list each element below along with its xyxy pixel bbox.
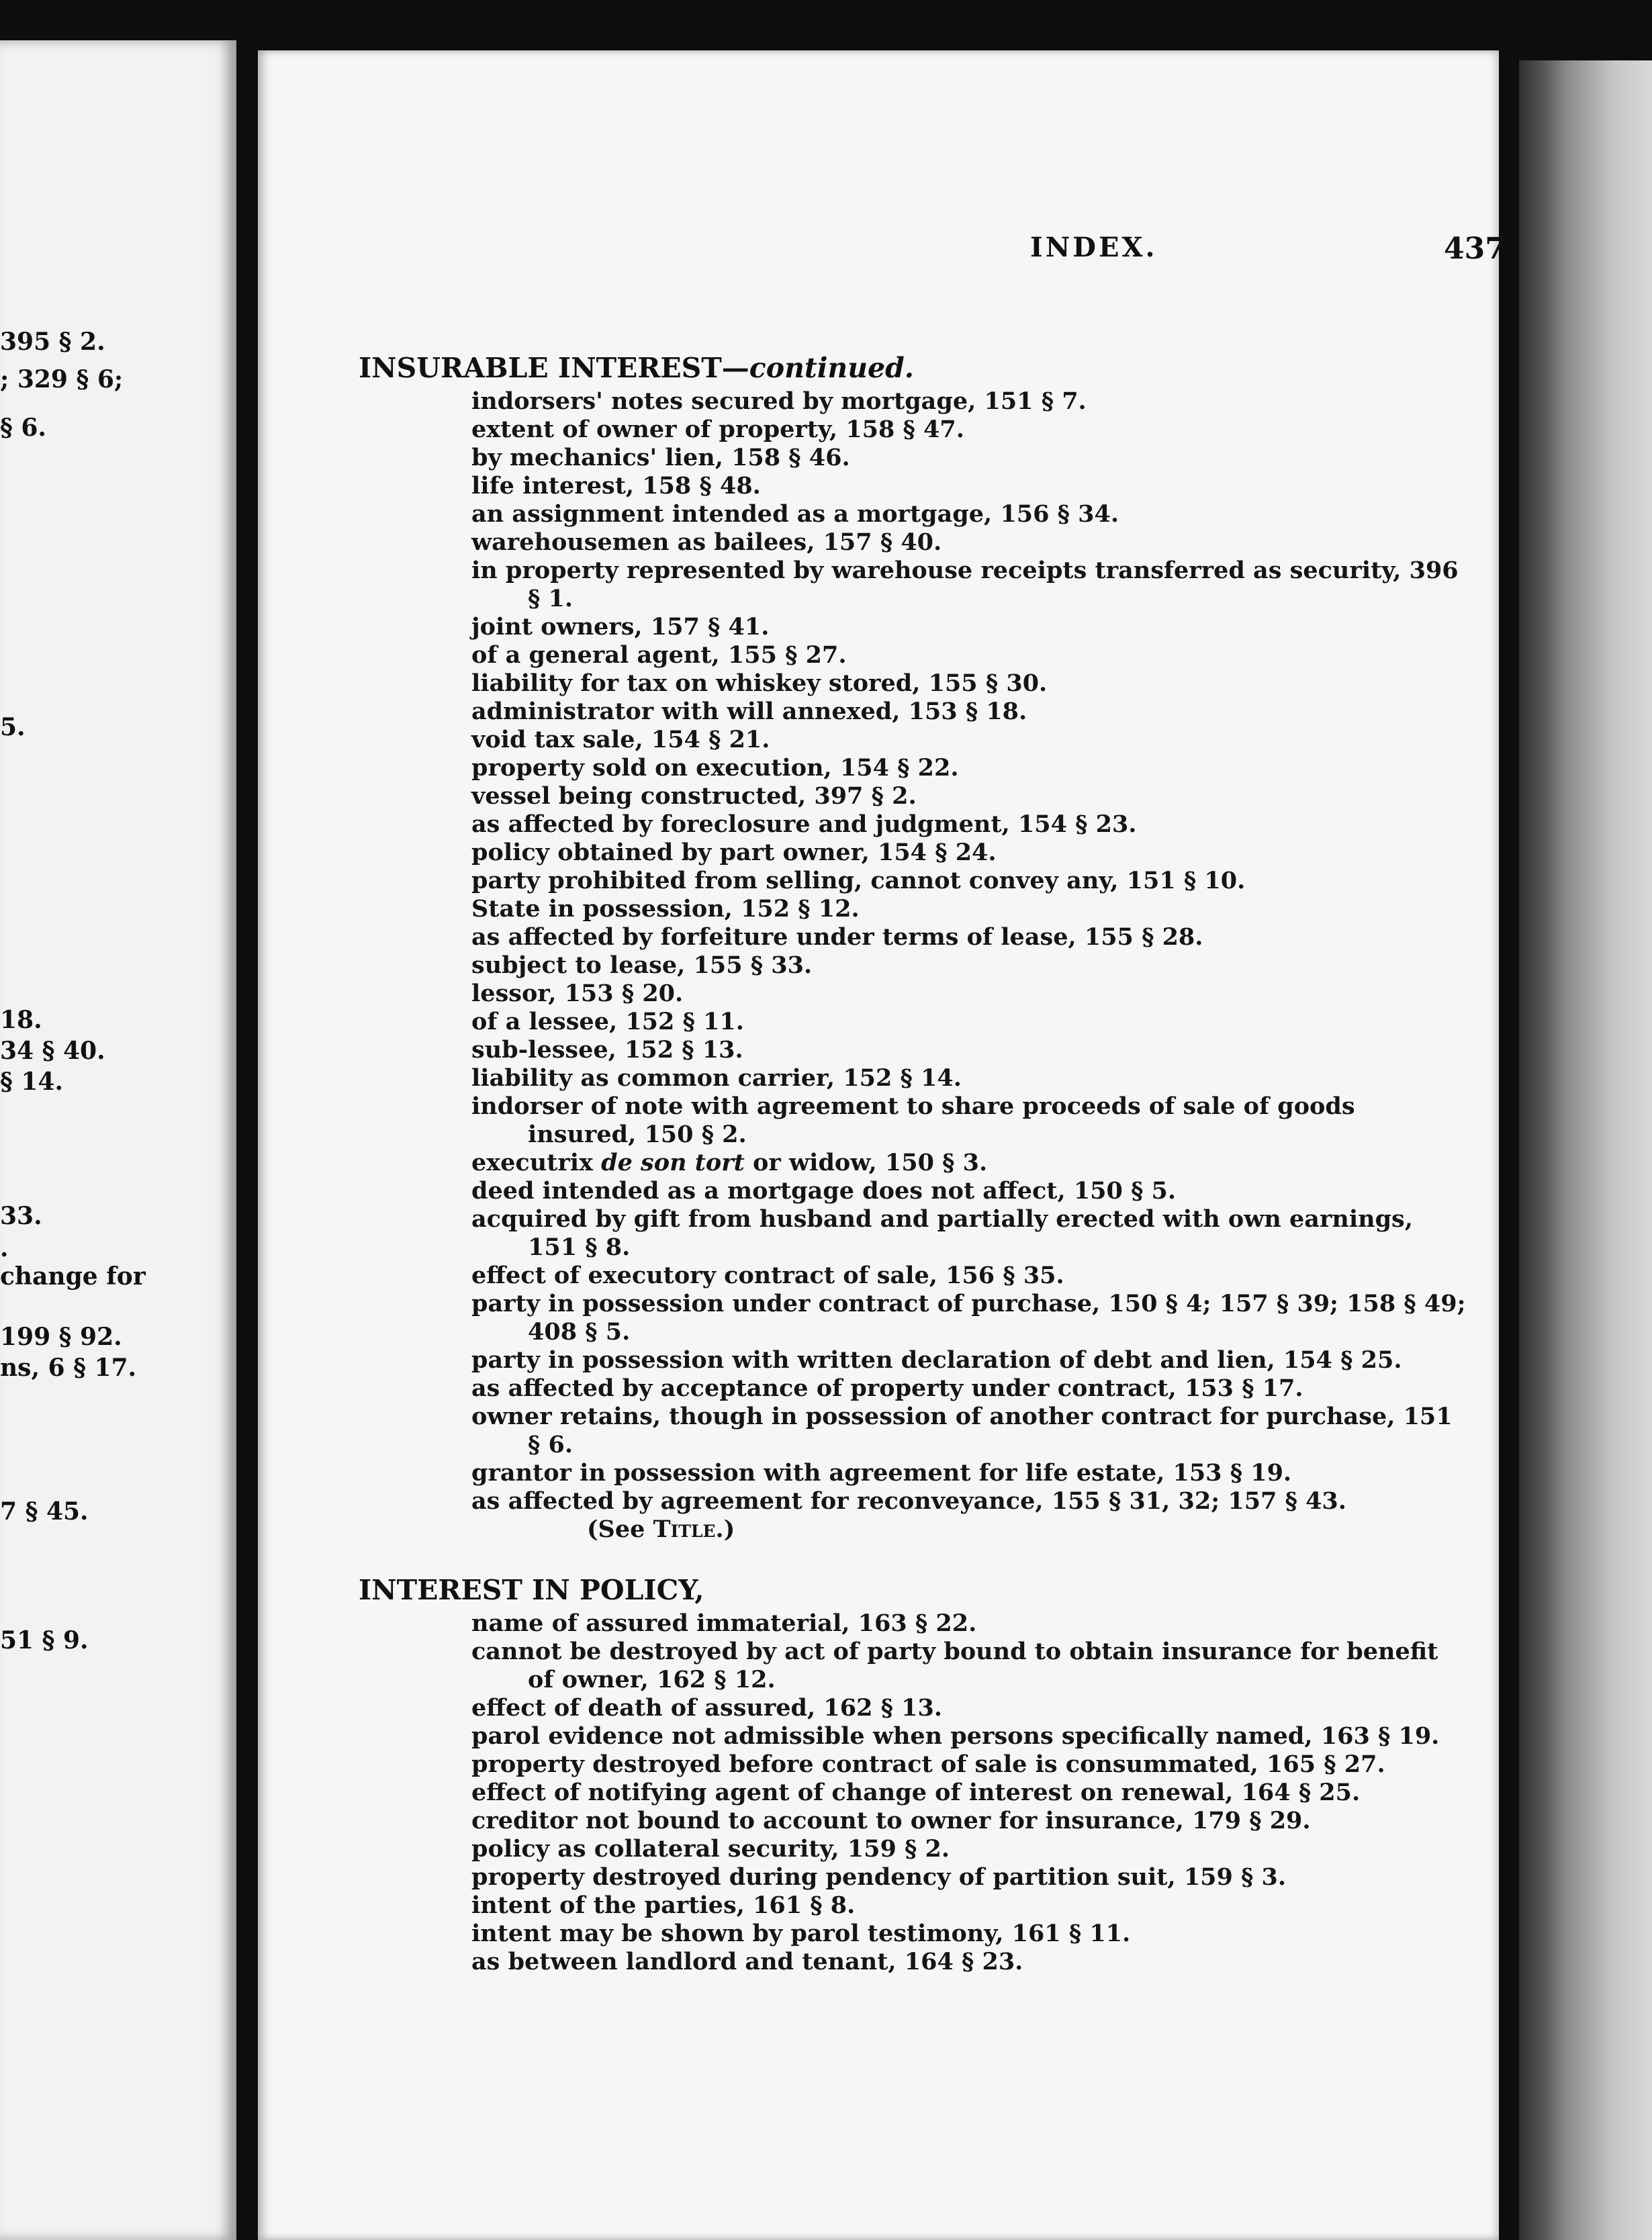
- index-entry: property sold on execution, 154 § 22.: [471, 754, 959, 782]
- index-entry: as affected by acceptance of property under contract, 153 § 17.: [471, 1374, 1303, 1402]
- index-entry: acquired by gift from husband and partially erected with own earnings, 151 § 8.: [471, 1205, 1413, 1261]
- index-heading: [359, 1575, 1499, 1605]
- left-page-fragment: ns, 6 § 17.: [0, 1354, 137, 1382]
- index-heading-text: INSURABLE INTEREST—: [359, 352, 749, 384]
- left-page-fragment: ; 329 § 6;: [0, 365, 124, 393]
- index-entry-executrix: [471, 1149, 1468, 1177]
- left-page-fragment: 34 § 40.: [0, 1037, 105, 1065]
- index-entries: [258, 387, 1499, 1515]
- index-entry: liability as common carrier, 152 § 14.: [471, 1064, 962, 1092]
- left-facing-page: [0, 40, 236, 2240]
- left-page-fragment: 51 § 9.: [0, 1626, 89, 1654]
- index-entry: party in possession with written declaration of debt and lien, 154 § 25.: [471, 1346, 1402, 1374]
- index-entry: effect of executory contract of sale, 156 § 35.: [471, 1262, 1064, 1289]
- index-entry: effect of death of assured, 162 § 13.: [471, 1694, 943, 1722]
- left-page-fragment: 33.: [0, 1202, 42, 1230]
- index-entry: life interest, 158 § 48.: [471, 472, 761, 500]
- index-entry: party in possession under contract of purchase, 150 § 4; 157 § 39; 158 § 49; 408 § 5.: [471, 1290, 1466, 1346]
- index-entry: by mechanics' lien, 158 § 46.: [471, 444, 850, 471]
- index-entry: of a lessee, 152 § 11.: [471, 1008, 744, 1035]
- index-entry: property destroyed before contract of sale is consummated, 165 § 27.: [471, 1751, 1385, 1778]
- see-ref-after: .): [715, 1515, 735, 1543]
- index-entry: in property represented by warehouse receipts transferred as security, 396 § 1.: [471, 557, 1459, 612]
- index-entry: void tax sale, 154 § 21.: [471, 726, 770, 753]
- left-page-fragment: § 6.: [0, 414, 46, 442]
- index-entry: name of assured immaterial, 163 § 22.: [471, 1609, 977, 1637]
- page-number: 437: [1444, 232, 1506, 266]
- index-entry: an assignment intended as a mortgage, 156 § 34.: [471, 500, 1119, 528]
- index-page: [258, 50, 1506, 2240]
- index-entry: intent of the parties, 161 § 8.: [471, 1892, 856, 1919]
- index-section-interest-in-policy: [258, 1575, 1499, 1976]
- index-entry: sub-lessee, 152 § 13.: [471, 1036, 743, 1064]
- index-entry: as affected by foreclosure and judgment, 154 § 23.: [471, 810, 1137, 838]
- index-entry: joint owners, 157 § 41.: [471, 613, 770, 641]
- index-entry: policy obtained by part owner, 154 § 24.: [471, 839, 997, 866]
- executrix-after: or widow, 150 § 3.: [744, 1149, 988, 1176]
- see-ref-target: Title: [653, 1515, 716, 1543]
- book-page-edge: [1519, 60, 1652, 2240]
- index-entries: [258, 1609, 1499, 1976]
- index-entry: indorsers' notes secured by mortgage, 151 § 7.: [471, 387, 1087, 415]
- left-page-fragment: 18.: [0, 1006, 42, 1034]
- left-page-fragment: 5.: [0, 713, 26, 741]
- index-entry: creditor not bound to account to owner for insurance, 179 § 29.: [471, 1807, 1311, 1834]
- index-entry: grantor in possession with agreement for life estate, 153 § 19.: [471, 1459, 1292, 1487]
- left-page-fragment: 199 § 92.: [0, 1323, 122, 1351]
- executrix-italic: de son tort: [601, 1149, 745, 1176]
- see-ref-before: (See: [587, 1515, 653, 1543]
- index-entry: extent of owner of property, 158 § 47.: [471, 416, 964, 443]
- index-entry: intent may be shown by parol testimony, 161 § 11.: [471, 1920, 1131, 1947]
- left-page-fragment: § 14.: [0, 1068, 63, 1096]
- index-entry: of a general agent, 155 § 27.: [471, 641, 847, 669]
- index-entry: liability for tax on whiskey stored, 155 § 30.: [471, 669, 1048, 697]
- index-entry: as affected by agreement for reconveyance, 155 § 31, 32; 157 § 43.: [471, 1487, 1346, 1515]
- index-entry: property destroyed during pendency of partition suit, 159 § 3.: [471, 1863, 1287, 1891]
- left-page-fragment: 395 § 2.: [0, 328, 105, 356]
- index-entry: as affected by forfeiture under terms of lease, 155 § 28.: [471, 923, 1203, 951]
- left-page-fragment: 7 § 45.: [0, 1497, 89, 1526]
- index-entry: owner retains, though in possession of another contract for purchase, 151 § 6.: [471, 1403, 1453, 1458]
- index-entry: deed intended as a mortgage does not affect, 150 § 5.: [471, 1177, 1177, 1205]
- index-heading-text: INTEREST IN POLICY,: [359, 1574, 704, 1606]
- index-entry: as between landlord and tenant, 164 § 23.: [471, 1948, 1023, 1975]
- index-heading: [359, 353, 1499, 383]
- left-page-fragment: .: [0, 1234, 9, 1262]
- index-entry: parol evidence not admissible when persons specifically named, 163 § 19.: [471, 1722, 1440, 1750]
- index-entry: State in possession, 152 § 12.: [471, 895, 860, 923]
- executrix-before: executrix: [471, 1149, 602, 1176]
- left-page-fragment: change for: [0, 1262, 146, 1291]
- running-head: INDEX.: [1030, 232, 1158, 263]
- index-entry: effect of notifying agent of change of interest on renewal, 164 § 25.: [471, 1779, 1361, 1806]
- index-entry: cannot be destroyed by act of party bound to obtain insurance for benefit of owner, 162 § 12.: [471, 1638, 1438, 1693]
- see-also-reference: [587, 1515, 1499, 1544]
- index-entry: policy as collateral security, 159 § 2.: [471, 1835, 950, 1863]
- index-entry: warehousemen as bailees, 157 § 40.: [471, 528, 942, 556]
- index-heading-continued: continued.: [749, 352, 915, 384]
- index-entry: party prohibited from selling, cannot convey any, 151 § 10.: [471, 867, 1246, 894]
- index-section-insurable-interest: [258, 353, 1499, 1544]
- page-header: [258, 232, 1506, 272]
- index-entry: indorser of note with agreement to share proceeds of sale of goods insured, 150 § 2.: [471, 1092, 1355, 1148]
- index-entry: administrator with will annexed, 153 § 18.: [471, 698, 1027, 725]
- index-entry: lessor, 153 § 20.: [471, 980, 684, 1007]
- index-entry: vessel being constructed, 397 § 2.: [471, 782, 917, 810]
- index-entry: subject to lease, 155 § 33.: [471, 951, 813, 979]
